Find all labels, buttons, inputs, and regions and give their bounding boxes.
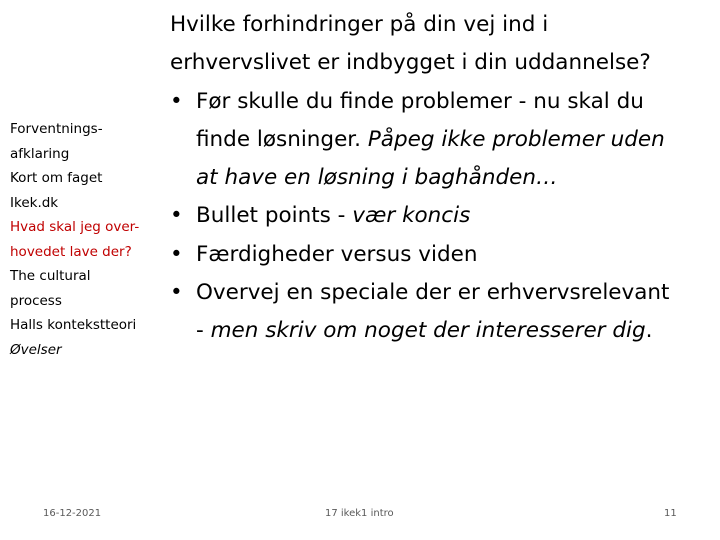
sidebar-item-label: Øvelser [10,341,62,358]
sidebar-item-label: process [10,292,62,309]
bullet-item [170,236,710,274]
sidebar-item-oevelser[interactable] [10,338,158,363]
heading-line: Hvilke forhindringer på din vej ind i [170,12,549,37]
sidebar-item-kort-om-faget[interactable] [10,166,158,191]
sidebar-item-halls-kontekstteori[interactable] [10,313,158,338]
bullet-text: Færdigheder versus viden [196,241,478,267]
bullet-item [170,197,710,235]
bullet-item [170,274,710,351]
sidebar-item-cultural-process[interactable] [10,264,158,313]
sidebar-nav [10,117,158,362]
heading-line: erhvervslivet er indbygget i din uddannelse? [170,50,651,76]
bullet-text: Bullet points - [196,203,353,229]
sidebar-item-label: Forventnings- [10,121,103,137]
slide-heading [170,6,710,83]
bullet-text-italic: vær koncis [352,203,471,229]
footer-page-number: 11 [664,508,677,519]
sidebar-item-label: Ikek.dk [10,194,59,211]
footer-date: 16-12-2021 [43,508,102,519]
bullet-icon: • [170,280,183,306]
bullet-item [170,83,710,198]
bullet-icon: • [170,88,183,114]
main-content [170,6,710,351]
sidebar-item-label: hovedet lave der? [10,243,132,260]
bullet-text: - [196,318,211,344]
bullet-text-italic: men skriv om noget der interesserer dig [210,318,646,344]
footer-title: 17 ikek1 intro [325,508,394,519]
sidebar-item-hvad-skal-jeg[interactable] [10,215,158,264]
bullet-list [170,83,710,351]
sidebar-item-label: Halls kontekstteori [10,317,137,333]
bullet-icon: • [170,203,183,229]
bullet-icon: • [170,241,183,267]
bullet-text: . [645,318,653,344]
sidebar-item-label: Kort om faget [10,170,103,186]
bullet-text: Før skulle du finde problemer - nu skal du [196,88,644,114]
bullet-text-italic: Påpeg ikke problemer uden [367,126,665,152]
sidebar-item-ikek-dk[interactable] [10,191,158,216]
bullet-text: Overvej en speciale der er erhvervsrelevant [196,280,670,306]
sidebar-item-forventningsafklaring[interactable] [10,117,158,166]
sidebar-item-label: Hvad skal jeg over- [10,219,140,235]
sidebar-item-label: The cultural [10,268,91,284]
bullet-text-italic: at have en løsning i baghånden… [196,165,558,191]
bullet-text: finde løsninger. [196,126,368,152]
sidebar-item-label: afklaring [10,145,70,162]
